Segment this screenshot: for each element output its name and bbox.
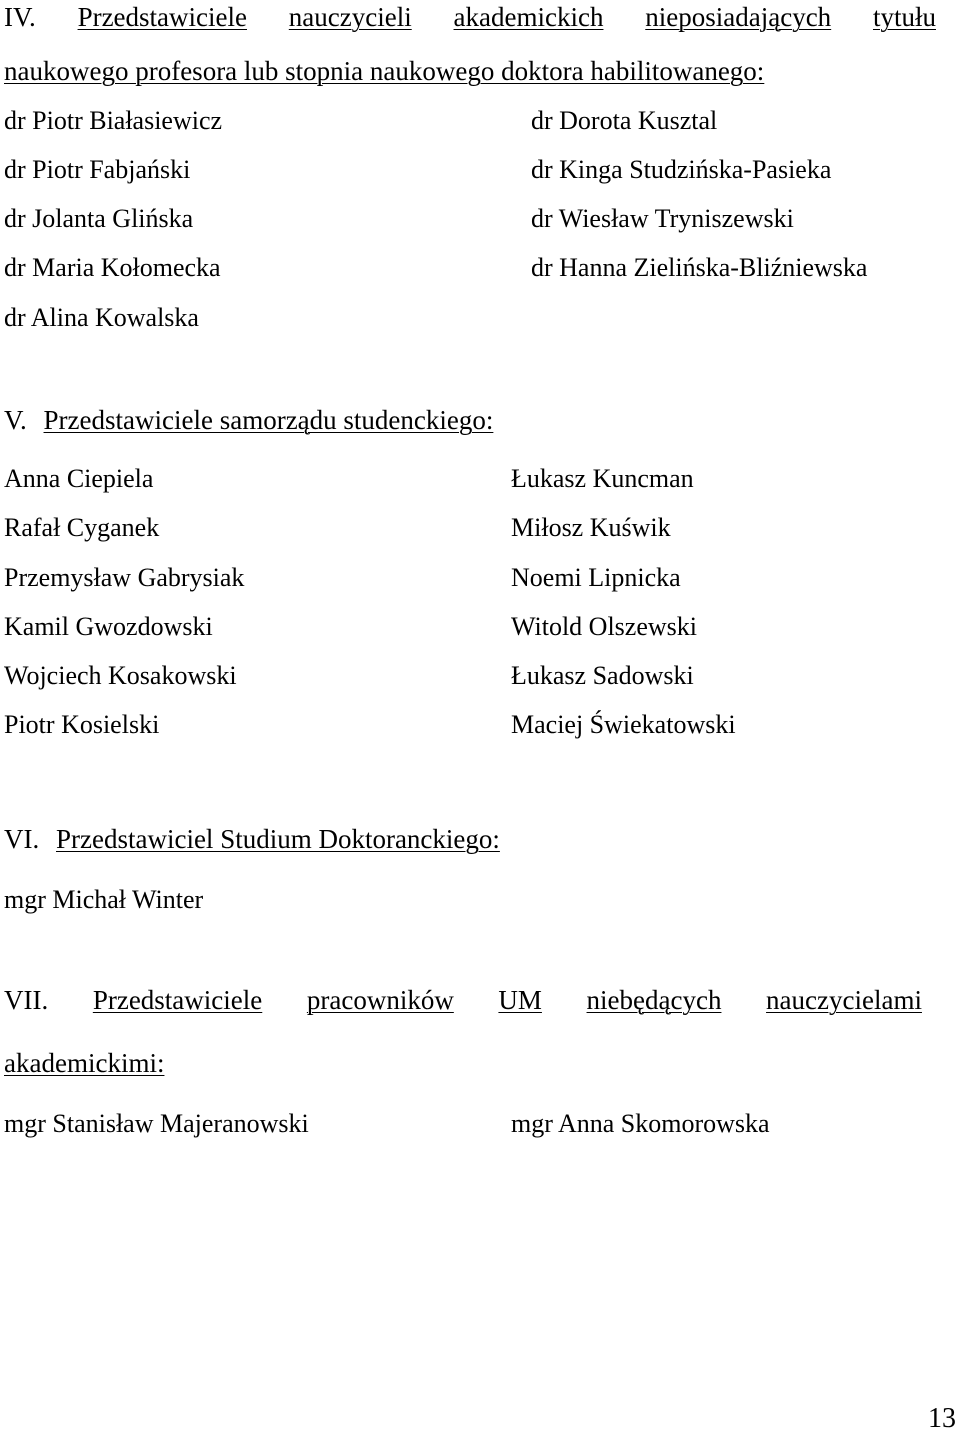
section-iv-title-word: tytułu [872,2,936,32]
section-iv-heading-line1 [4,2,936,32]
section-v-heading [4,405,493,435]
member-name: Piotr Kosielski [4,710,160,739]
section-vii-title-word: Przedstawiciele [92,985,263,1015]
member-name: dr Piotr Fabjański [4,155,191,184]
member-name: mgr Michał Winter [4,885,204,914]
member-name: dr Alina Kowalska [4,303,199,332]
member-name: Łukasz Kuncman [511,464,694,493]
member-name: Rafał Cyganek [4,513,160,542]
member-name: dr Maria Kołomecka [4,253,221,282]
member-name: dr Piotr Białasiewicz [4,106,223,135]
section-vii-number: VII. [4,985,49,1015]
member-name: Noemi Lipnicka [511,563,681,592]
section-vi-title: Przedstawiciel Studium Doktoranckiego: [56,824,500,854]
member-name: Witold Olszewski [511,612,697,641]
member-name: Miłosz Kuświk [511,513,671,542]
member-name: Łukasz Sadowski [511,661,694,690]
section-iv-number: IV. [4,2,36,32]
section-iv-title-word: nauczycieli [288,2,412,32]
member-name: Wojciech Kosakowski [4,661,237,690]
member-name: dr Kinga Studzińska-Pasieka [531,155,832,184]
member-name: dr Dorota Kusztal [531,106,718,135]
section-iv-title-word: akademickich [453,2,604,32]
section-iv-title-word: Przedstawiciele [77,2,247,32]
member-name: dr Hanna Zielińska-Bliźniewska [531,253,868,282]
section-v-number: V. [4,405,27,435]
section-iv-heading-line2: naukowego profesora lub stopnia naukowego doktora habilitowanego: [4,56,765,86]
section-vii-heading-line2: akademickimi: [4,1048,165,1078]
member-name: dr Jolanta Glińska [4,204,194,233]
member-name: Przemysław Gabrysiak [4,563,245,592]
section-vi-heading [4,824,500,854]
member-name: dr Wiesław Tryniszewski [531,204,794,233]
member-name: mgr Anna Skomorowska [511,1109,770,1138]
member-name: Anna Ciepiela [4,464,154,493]
member-name: Kamil Gwozdowski [4,612,213,641]
section-vii-title-word: pracowników [306,985,454,1015]
section-vii-title-word: niebędących [586,985,722,1015]
section-v-title: Przedstawiciele samorządu studenckiego: [43,405,494,435]
section-vii-title-word: nauczycielami [766,985,922,1015]
section-vii-title-word: UM [498,985,542,1015]
member-name: Maciej Świekatowski [511,710,736,739]
section-vii-heading-line1 [4,985,922,1015]
section-iv-title-word: nieposiadających [645,2,832,32]
page-number: 13 [928,1403,956,1434]
member-name: mgr Stanisław Majeranowski [4,1109,309,1138]
section-vi-number: VI. [4,824,40,854]
